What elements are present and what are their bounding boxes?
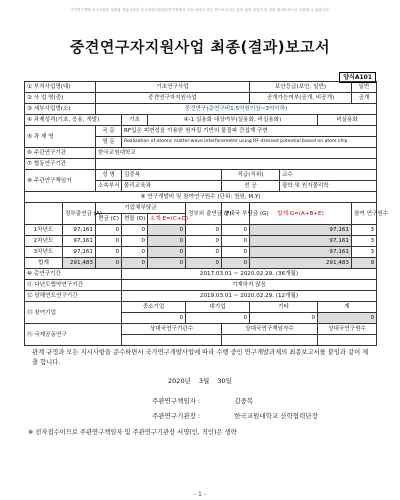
participants-total-value: 0 (318, 313, 377, 324)
budget-staff: 9 (352, 258, 377, 269)
task-label: ⑤ 과 제 명 (25, 126, 96, 148)
intl-leaders-label: 상대국연구책임자수 (222, 324, 318, 335)
budget-year: 합계 (25, 258, 63, 269)
budget-staff: 3 (352, 236, 377, 247)
nature-value: 기초 (122, 115, 148, 126)
budget-e: 0 (148, 225, 186, 236)
participants-label: ⑬ 참여기업 (25, 302, 122, 324)
budget-header-total: 합계 G=(A+B+E) (250, 203, 352, 225)
row-current-period (25, 291, 377, 302)
row-dept (25, 82, 377, 93)
intl-leaders-value (222, 335, 318, 346)
budget-f: 0 (186, 236, 222, 247)
public-value: 공개 (352, 93, 377, 104)
row-coop (25, 159, 377, 170)
intl-researchers-value (318, 335, 377, 346)
row-prior-period (25, 280, 377, 291)
pi-major-label: 전 공 (222, 181, 280, 192)
detail-label: ③ 세부사업명(소) (25, 104, 96, 115)
nature-label: ④ 과제성격(기초, 응용, 개발) (25, 115, 122, 126)
budget-total: 97,161 (250, 225, 352, 236)
budget-header-company: 기업체부담금 (96, 203, 186, 214)
submission-statement: 관계 규정과 모든 지시사항을 준수하면서 국가연구개발사업에 따라 수행 중인 연구개발과제의 최종보고서를 붙임과 같이 제출 합니다. (32, 349, 369, 366)
budget-f: 0 (186, 225, 222, 236)
budget-g: 0 (222, 225, 250, 236)
total-period-label: ⑩ 총연구기간 (25, 269, 122, 280)
row-budget-title (25, 192, 377, 203)
budget-row-sum (25, 258, 377, 269)
budget-a: 97,161 (63, 225, 96, 236)
intl-label: ⑭ 국제공동연구 (25, 324, 122, 346)
project-value: 중견연구자지원사업 (96, 93, 250, 104)
security-label: 보안등급(보안, 일반) (250, 82, 352, 93)
signature-note: ※ 전자접수이므로 주관연구책임자 및 주관연구기관장 서명(인, 직인)은 생략 (28, 429, 237, 436)
pi-major-value: 광학 및 원자물리학 (280, 181, 377, 192)
participants-sme-value: 0 (122, 313, 186, 324)
participants-sme-label: 중소기업 (122, 302, 186, 313)
row-project (25, 93, 377, 104)
report-form-table (24, 81, 389, 346)
coop-label: ⑦ 협동연구기관 (25, 159, 96, 170)
budget-g: 0 (222, 247, 250, 258)
task-en-label: 영 문 (96, 137, 122, 148)
org-signature-label: 주관연구기관장 : (152, 412, 201, 420)
header-note: 국가연구개발 보고서원문 성과물 전담기관인 한국과학기술정보연구원에서 가공·서비스 하는 연구보고서는 동의 없이 상업적 및 기타 영리목적으로 사용할 수 없습니다. (69, 8, 331, 12)
budget-f: 0 (186, 258, 222, 269)
detail-value: 중견연구(총연구비1.5억원이상~3억이하) (96, 104, 377, 115)
form-id-badge: 양식A101 (339, 72, 376, 83)
public-label: 공개가능여부(공개, 비공개) (250, 93, 352, 104)
budget-e: 0 (148, 236, 186, 247)
participants-other-value: 0 (250, 313, 318, 324)
budget-header-g: 상대국 부담금 (G) (222, 203, 250, 225)
total-period-value: 2017.03.01 ~ 2020.02.29. (36개월) (122, 269, 377, 280)
task-kr-label: 국 문 (96, 126, 122, 137)
page-title: 중견연구자지원사업 최종(결과)보고서 (69, 38, 331, 56)
budget-g: 0 (222, 258, 250, 269)
pi-rank-label: 직급(직위) (222, 170, 280, 181)
row-detail (25, 104, 377, 115)
budget-a: 291,483 (63, 258, 96, 269)
participants-total-label: 계 (318, 302, 377, 313)
intl-researchers-label: 상대국연구원수 (318, 324, 377, 335)
budget-a: 97,161 (63, 236, 96, 247)
budget-header-staff: 참여 연구원수 (352, 203, 377, 225)
budget-e: 0 (148, 258, 186, 269)
budget-row-1 (25, 225, 377, 236)
budget-header-a: 정부출연금 (A) (63, 203, 96, 225)
practical-label: ④-1 실용화 대상여부(실용화, 비실용화) (148, 115, 318, 126)
budget-header-f: 정부외 출연금 (F) (186, 203, 222, 225)
current-period-label: ⑫ 당해연도연구기간 (25, 291, 122, 302)
pi-name-value: 김중복 (122, 170, 222, 181)
row-total-period (25, 269, 377, 280)
budget-a: 97,161 (63, 247, 96, 258)
task-kr-value: RF입은 피변성을 이용한 원자집 기반의 물질파 간섭계 구현 (122, 126, 377, 137)
participants-large-label: 대기업 (186, 302, 250, 313)
budget-label: ⑨ 연구개발비 및 참여연구원수 (단위: 천원, M.Y) (25, 192, 377, 203)
pi-signature-value: 김중복 (234, 397, 254, 405)
budget-row-2 (25, 236, 377, 247)
budget-header-e: 소계 E=(C+D) (148, 214, 186, 225)
row-pi-1 (25, 170, 377, 181)
budget-g: 0 (222, 236, 250, 247)
budget-staff: 3 (352, 225, 377, 236)
budget-year: 2차년도 (25, 236, 63, 247)
budget-total: 97,161 (250, 247, 352, 258)
budget-header-d: 현물 (D) (122, 214, 148, 225)
org-signature-value: 한국교원대학교 산학협력단장 (234, 412, 318, 420)
budget-e: 0 (148, 247, 186, 258)
budget-d: 0 (122, 225, 148, 236)
pi-name-label: 성 명 (96, 170, 122, 181)
task-en-value: Realization of atomic matter-wave interferometer using RF-dressed potential based on atom chip (122, 137, 377, 148)
budget-f: 0 (186, 247, 222, 258)
budget-year: 3차년도 (25, 247, 63, 258)
pi-dept-value: 물리교육과 (122, 181, 222, 192)
row-participants-head (25, 302, 377, 313)
budget-header-1 (25, 203, 377, 214)
pi-signature-line (152, 396, 253, 405)
participants-other-label: 기타 (250, 302, 318, 313)
budget-row-3 (25, 247, 377, 258)
current-period-value: 2019.03.01 ~ 2020.02.29. (12개월) (122, 291, 377, 302)
coop-value (96, 159, 377, 170)
budget-header-year (25, 203, 63, 225)
row-task-kr (25, 126, 377, 137)
pi-rank-value: 교수 (280, 170, 377, 181)
intl-institutions-label: 상대국연구기관수 (122, 324, 222, 335)
budget-header-c: 현금 (C) (96, 214, 122, 225)
prior-period-value: 기재하지 않음 (122, 280, 377, 291)
project-label: ② 사 업 명(중) (25, 93, 96, 104)
row-nature (25, 115, 377, 126)
budget-d: 0 (122, 236, 148, 247)
participants-large-value: 0 (186, 313, 250, 324)
budget-c: 0 (96, 225, 122, 236)
dept-label: ① 부처사업명(대) (25, 82, 96, 93)
pi-dept-label: 소속부서 (96, 181, 122, 192)
pi-signature-label: 주관연구책임자 : (152, 397, 201, 405)
page-number: - 1 - (193, 490, 207, 498)
prior-period-label: ⑪ 다년도협약연구기간 (25, 280, 122, 291)
budget-d: 0 (122, 258, 148, 269)
org-signature-line (152, 411, 318, 420)
budget-staff: 3 (352, 247, 377, 258)
budget-year: 1차년도 (25, 225, 63, 236)
budget-total: 97,161 (250, 236, 352, 247)
row-intl-head (25, 324, 377, 335)
intl-institutions-value (122, 335, 222, 346)
budget-c: 0 (96, 258, 122, 269)
budget-c: 0 (96, 247, 122, 258)
dept-value: 기초연구사업 (96, 82, 250, 93)
org-label: ⑥ 주관연구기관 (25, 148, 96, 159)
org-value: 한국교원대학교 (96, 148, 377, 159)
budget-total: 291,483 (250, 258, 352, 269)
budget-c: 0 (96, 236, 122, 247)
pi-label: ⑧ 주관연구책임자 (25, 170, 96, 192)
budget-d: 0 (122, 247, 148, 258)
row-org (25, 148, 377, 159)
submission-date: 2020년 3월 30일 (168, 377, 232, 385)
practical-value: 비실용화 (318, 115, 377, 126)
security-value: 일반 (352, 82, 377, 93)
